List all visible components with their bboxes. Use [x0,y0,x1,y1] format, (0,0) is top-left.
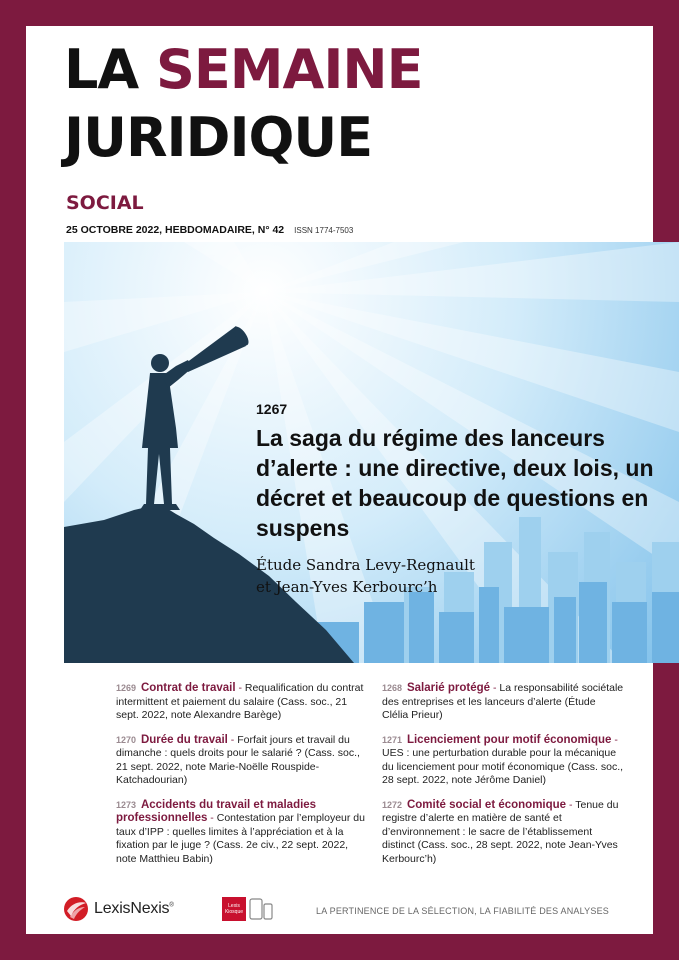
masthead-la: LA [64,38,157,101]
toc-heading: Durée du travail [140,733,228,746]
edition-label: SOCIAL [66,192,144,214]
toc-text: Tenue du registre d’alerte en matière de santé et d’environnement : le sacre de l’établissement distinct (Cass. soc., 28 sept. 2022, note Jean-Yves Kerbourc’h) [382,798,619,865]
toc-entry [116,799,366,867]
toc-heading: Contrat de travail [140,682,236,694]
feature-number: 1267 [256,401,288,417]
toc-entry [382,682,624,723]
toc-heading: Salarié protégé [406,682,491,694]
toc-heading: Licenciement pour motif économique [406,733,612,746]
toc-number: 1270 [116,734,137,745]
masthead-title-line1 [64,40,423,100]
toc-heading: Comité social et économique [406,798,567,811]
toc-entry [382,799,624,867]
lexisnexis-logo-icon [64,897,88,921]
toc-entry [116,734,366,788]
feature-title: La saga du régime des lanceurs d’alerte : une directive, deux lois, un décret et beaucoup de questions en suspens [256,425,654,541]
feature-authors [256,554,475,598]
masthead-semaine: SEMAINE [156,38,423,101]
toc-text: Forfait jours et travail du dimanche : quels droits pour le salarié ? (Cass. soc., 21 sept. 2022, note Marie-Noëlle Rouspide-Katchadourian) [116,733,360,786]
toc-separator: - [235,682,245,694]
toc-number: 1269 [116,683,137,693]
toc-separator: - [566,798,576,811]
toc-text: UES : une perturbation durable pour la mécanique du licenciement pour motif économique (Cass. soc., 28 sept. 2022, note Jérôme Daniel) [382,747,624,786]
toc-text: Requalification du contrat intermittent et paiement du salaire (Cass. soc., 21 sept. 2022, note Alexandre Barège) [116,682,364,721]
toc-entry [382,734,624,788]
toc-number: 1273 [116,799,137,810]
logo-text: LexisNexis® [94,900,174,917]
issn: ISSN 1774-7503 [294,226,354,235]
toc-entry [116,682,366,723]
masthead-title-line2: JURIDIQUE [64,106,373,169]
toc-number: 1271 [382,734,403,745]
feature-author-line1: Étude Sandra Levy-Regnault [256,556,475,574]
toc-separator: - [611,733,618,746]
devices-icon [249,897,273,921]
toc-separator: - [490,682,500,694]
toc-right-column [382,682,624,877]
feature-author-line2: et Jean-Yves Kerbourc’h [256,578,438,596]
toc-text: La responsabilité sociétale des entreprises et les lanceurs d’alerte (Étude Clélia Prieur) [382,682,624,721]
lexisnexis-logo [64,895,174,923]
kiosque-icon: Lexis Kiosque [222,897,246,921]
toc-separator: - [207,812,217,824]
tagline: LA PERTINENCE DE LA SÉLECTION, LA FIABILITÉ DES ANALYSES [316,906,609,916]
issue-date: 25 OCTOBRE 2022, HEBDOMADAIRE, N° 42 [66,224,285,236]
toc-heading: Accidents du travail et maladies professionnelles [116,798,317,824]
dateline [66,224,353,236]
toc-number: 1272 [382,799,403,810]
toc-number: 1268 [382,683,403,693]
toc-text: Contestation par l’employeur du taux d’IPP : quelles limites à l’appréciation et à la fixation par le juge ? (Cass. 2e civ., 22 sept. 2022, note Matthieu Babin) [116,812,365,865]
toc-left-column [116,682,366,877]
toc-separator: - [227,733,238,746]
